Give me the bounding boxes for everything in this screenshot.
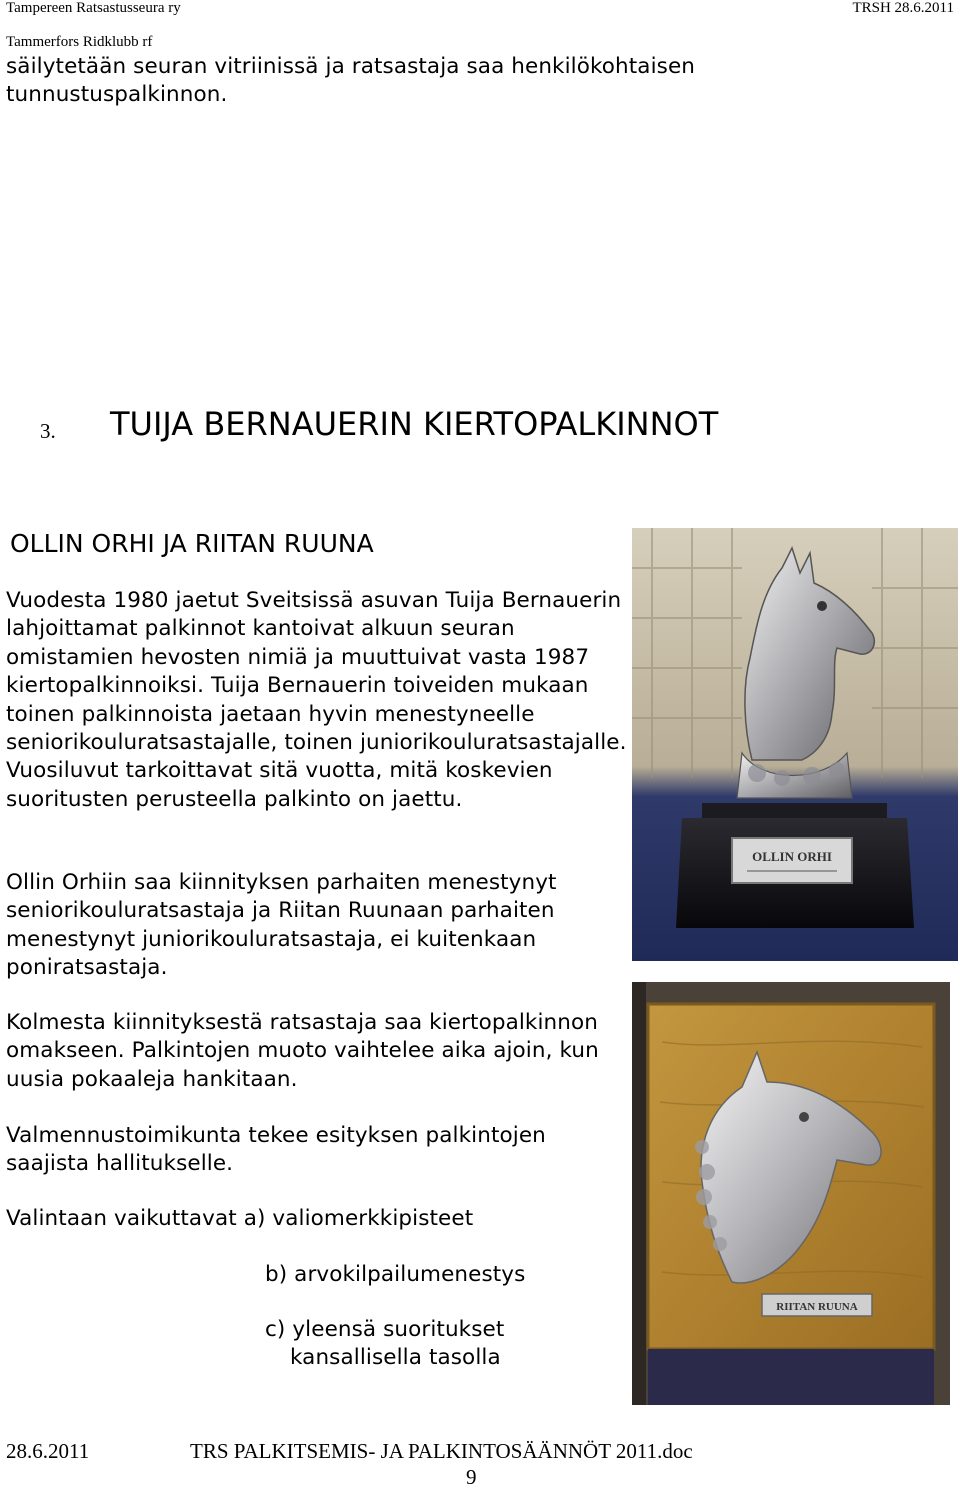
section-title: TUIJA BERNAUERIN KIERTOPALKINNOT [110,405,719,443]
paragraph-5: Valintaan vaikuttavat a) valiomerkkipisteet [6,1206,474,1231]
subheading: OLLIN ORHI JA RIITAN RUUNA [10,529,374,558]
paragraph-1: Vuodesta 1980 jaetut Sveitsissä asuvan Tuija Bernauerin lahjoittamat palkinnot kantoivat alkuun seuran omistamien hevosten nimiä ja muuttuivat vasta 1987 kiertopalkinnoiksi. Tuija Bernauerin toiveiden mukaan toinen palkinnoista jaetaan hyvin menestyneelle seniorikouluratsastajalle, toinen juniorikouluratsastajalle. Vuosiluvut tarkoittavat sitä vuotta, mitä koskevien suoritusten perusteella palkinto on jaettu. [6,588,627,812]
list-item-c: c) yleensä suoritukset [265,1317,505,1342]
trophy-photo-ollin-orhi [632,528,958,961]
trophy-ollin-orhi-image [632,528,958,961]
list-item-b: b) arvokilpailumenestys [265,1262,526,1287]
trophy-photo-riitan-ruuna [632,982,950,1405]
trophy1-plate-text: OLLIN ORHI [752,849,832,864]
trophy2-plate-text: RIITAN RUUNA [776,1301,858,1313]
paragraph-3: Kolmesta kiinnityksestä ratsastaja saa kiertopalkinnon omakseen. Palkintojen muoto vaihtelee aika ajoin, kun uusia pokaaleja hankitaan. [6,1010,599,1092]
paragraph-4: Valmennustoimikunta tekee esityksen palkintojen saajista hallitukselle. [6,1123,546,1177]
footer-document-name: TRS PALKITSEMIS- JA PALKINTOSÄÄNNÖT 2011.doc [190,1439,693,1463]
intro-paragraph: säilytetään seuran vitriinissä ja ratsastaja saa henkilökohtaisen tunnustuspalkinnon. [6,54,696,108]
list-item-c-continued: kansallisella tasolla [290,1345,501,1370]
section-number: 3. [40,419,56,443]
trophy-riitan-ruuna-image [632,982,950,1405]
header-org-sv: Tammerfors Ridklubb rf [6,34,153,50]
header-org-fi: Tampereen Ratsastusseura ry [6,0,181,16]
footer-date: 28.6.2011 [6,1439,90,1463]
header-code: TRSH 28.6.2011 [852,0,954,16]
paragraph-2: Ollin Orhiin saa kiinnityksen parhaiten menestynyt seniorikouluratsastaja ja Riitan Ruunaan parhaiten menestynyt juniorikouluratsastaja, ei kuitenkaan poniratsastaja. [6,870,557,981]
footer-page-number: 9 [466,1465,477,1489]
